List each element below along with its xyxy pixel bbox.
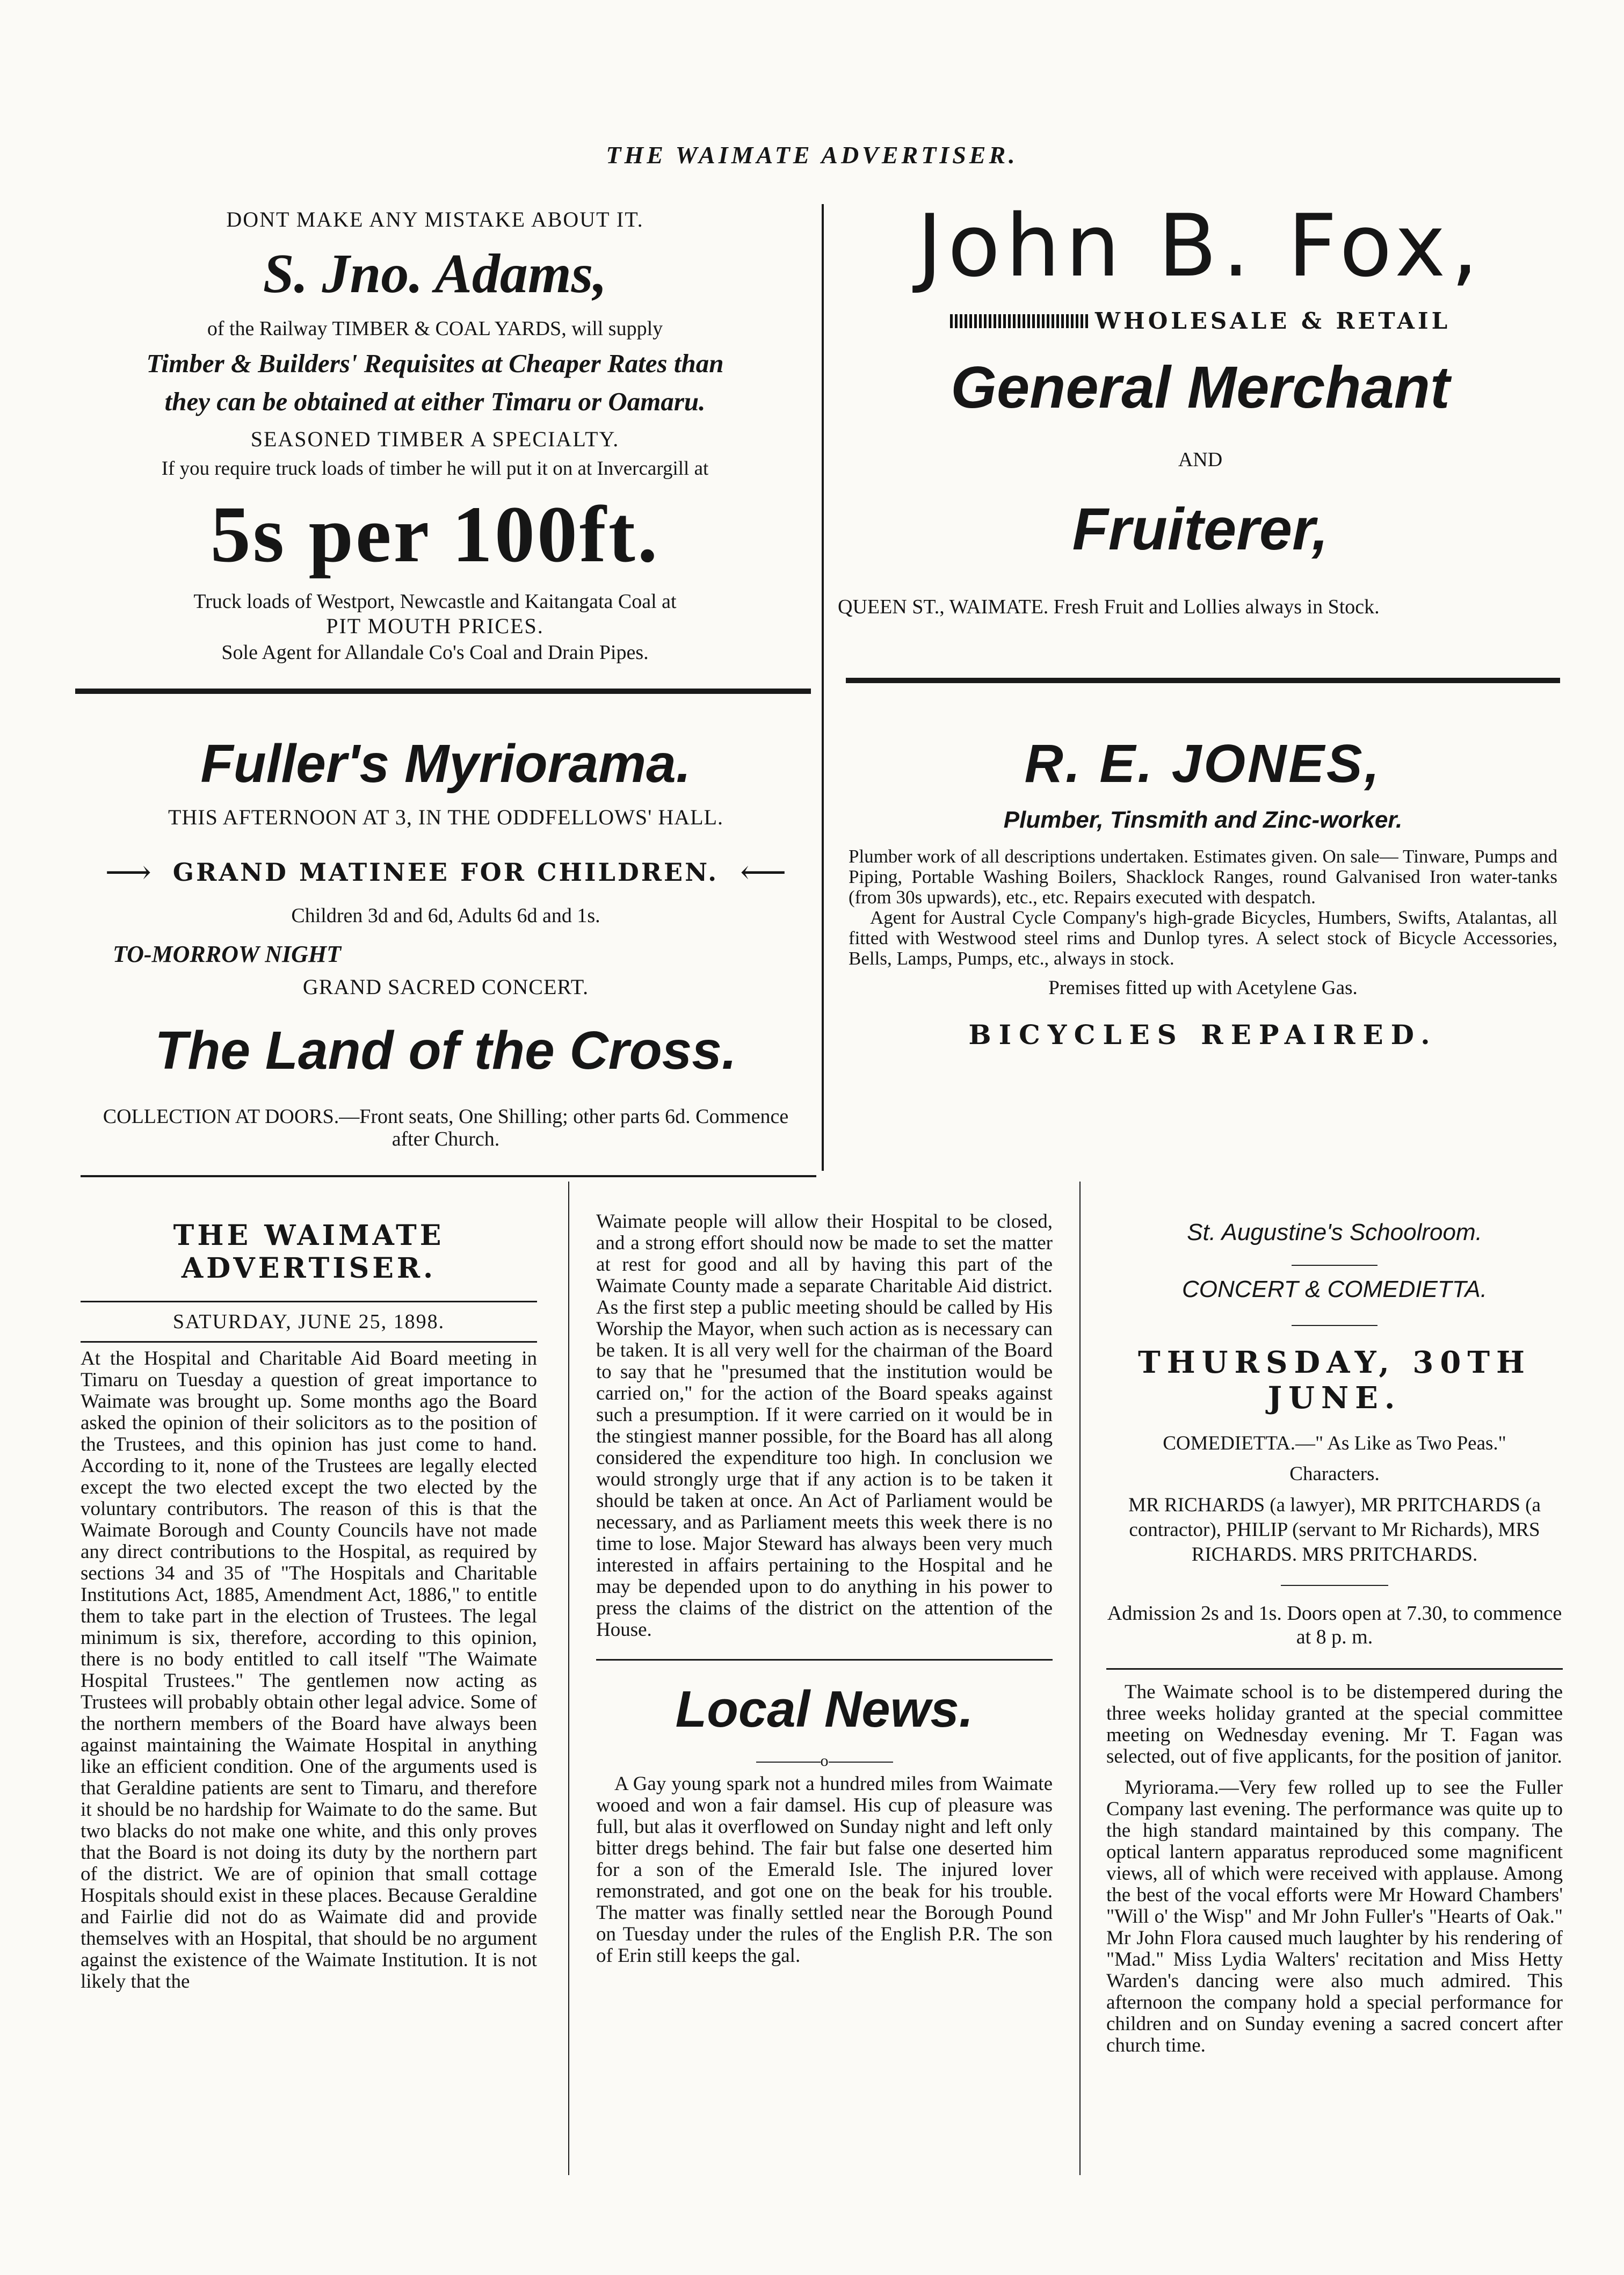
concert-admission: Admission 2s and 1s. Doors open at 7.30, to commence at 8 p. m.: [1107, 1602, 1562, 1648]
myriorama-when: THIS AFTERNOON AT 3, IN THE ODDFELLOWS' HALL.: [168, 805, 724, 829]
concert-cast: MR RICHARDS (a lawyer), MR PRITCHARDS (a contractor), PHILIP (servant to Mr Richards), MRS RICHARDS. MRS PRITCHARDS.: [1128, 1494, 1541, 1566]
jones-repairs: BICYCLES REPAIRED.: [968, 1019, 1438, 1050]
adams-rule: [75, 689, 811, 694]
adams-intro: of the Railway TIMBER & COAL YARDS, will supply: [207, 317, 663, 340]
concert-event: CONCERT & COMEDIETTA.: [1182, 1276, 1487, 1302]
concert-cast-rule: [1106, 1579, 1563, 1589]
adams-coal-2: PIT MOUTH PRICES.: [326, 614, 544, 638]
adams-slogan-2: they can be obtained at either Timaru or Oamaru.: [164, 387, 706, 416]
jones-trade: Plumber, Tinsmith and Zinc-worker.: [1003, 807, 1403, 833]
adams-slogan-1: Timber & Builders' Requisites at Cheaper Rates than: [146, 349, 724, 378]
fox-role: General Merchant: [951, 354, 1450, 421]
fox-bar-ornament: [950, 314, 1090, 328]
fox-trade: WHOLESALE & RETAIL: [1094, 308, 1451, 334]
fox-rule: [846, 678, 1560, 683]
editorial-date: SATURDAY, JUNE 25, 1898.: [172, 1310, 445, 1333]
editorial-header: THE WAIMATE ADVERTISER.: [173, 1219, 445, 1285]
adams-agent: Sole Agent for Allandale Co's Coal and Drain Pipes.: [221, 641, 649, 664]
adams-tagline: DONT MAKE ANY MISTAKE ABOUT IT.: [226, 207, 644, 231]
editorial-date-rule: [81, 1341, 537, 1343]
news-column-3: [1106, 1219, 1563, 2056]
myriorama-prices: Children 3d and 6d, Adults 6d and 1s.: [291, 904, 600, 927]
myriorama-concert: GRAND SACRED CONCERT.: [302, 975, 589, 999]
local-news-top-rule: [596, 1659, 1053, 1661]
ad-divider-vertical: [822, 204, 824, 1171]
school-news-item: The Waimate school is to be distempered during the three weeks holiday granted at the special committee meeting on Wednesday evening. Mr T. Fagan was selected, out of five applicants, for the position of janitor.: [1106, 1681, 1563, 1767]
news-column-1: [81, 1219, 537, 1993]
concert-date: THURSDAY, 30TH JUNE.: [1138, 1345, 1531, 1416]
editorial-text-col2: Waimate people will allow their Hospital to be closed, and a strong effort should now be made to set the matter at rest for good and all by having this part of the Waimate County made a separate Charitable Aid district. As the first step a public meeting should be called by His Worship the Mayor, when such action as is necessary can be taken. It is all very well for the chairman of the Board to say that he "presumed that the institution would be carried on," for the action of the Board speaks against such a presumption. If it were carried on it would be in the stingiest manner possible, for the Board has all along considered the expenditure too high. In conclusion we would strongly urge that if any action is to be taken it should be taken at once. An Act of Parliament would be necessary, and as Parliament meets this week there is no time to lose. Major Steward has always been very much interested in affairs pertaining to the Hospital and he may be depended upon to do anything in his power to press the claims of the district on the attention of the House.: [596, 1211, 1053, 1641]
masthead: THE WAIMATE ADVERTISER.: [606, 141, 1018, 169]
right-arrow-ornament: ⟵: [740, 854, 787, 890]
adams-price: 5s per 100ft.: [210, 490, 660, 579]
myriorama-show: The Land of the Cross.: [155, 1020, 737, 1081]
jones-ad: [849, 733, 1557, 1050]
adams-offer: If you require truck loads of timber he will put it on at Invercargill at: [161, 458, 709, 480]
column-divider-1: [568, 1182, 569, 2175]
editorial-text-col1: At the Hospital and Charitable Aid Board meeting in Timaru on Tuesday a question of great importance to Waimate was brought up. Some months ago the Board asked the opinion of their solicitors as to the position of the Trustees, and this opinion has just come to hand. According to it, none of the Trustees are legally elected except the two elected except the two elected by the voluntary contributors. The reason of this is that the Waimate Borough and County Councils have not made any direct contributions to the Hospital, as required by sections 34 and 35 of "The Hospitals and Charitable Institutions Act, 1885, Amendment Act, 1886," to entitle them to take part in the election of Trustees. The legal minimum is six, therefore, according to this opinion, there is no body entitled to call itself "The Waimate Hospital Trustees." The gentlemen now acting as Trustees will probably obtain other legal advice. Some of the northern members of the Board have always been against maintaining the Waimate Hospital in anything like an efficient condition. One of the arguments used is that Geraldine patients are sent to Timaru, and therefore it should be no hardship for Waimate to do the same. But two blacks do not make one white, and this only proves that the Board is not doing its duty by the northern part of the district. We are of opinion that small cottage Hospitals should exist in these places. Because Geraldine and Fairlie did not do as Waimate did and provide themselves with an Hospital, that should be no argument against the existence of the Waimate Institution. It is not likely that the: [81, 1347, 537, 1993]
fox-name: John B. Fox,: [917, 195, 1484, 296]
left-arrow-ornament: ⟶: [105, 854, 151, 890]
myriorama-collection: COLLECTION AT DOORS.—Front seats, One Shilling; other parts 6d. Commence after Church.: [103, 1105, 789, 1150]
concert-venue: St. Augustine's Schoolroom.: [1187, 1219, 1482, 1245]
ads-bottom-rule: [81, 1175, 816, 1177]
adams-ad: [59, 207, 811, 664]
myriorama-review-item: Myriorama.—Very few rolled up to see the Fuller Company last evening. The performance was quite up to the high standard maintained by this company. The optical lantern apparatus reproduced some magnificent views, all of which were received with applause. Among the best of the vocal efforts were Mr Howard Chambers' "Will o' the Wisp" and Mr John Fuller's "Hearts of Oak." Mr John Flora caused much laughter by his rendering of "Mad." Miss Lydia Walters' recitation and Miss Hetty Warden's dancing were also much admired. This afternoon the company hold a special performance for children and on Sunday evening a sacred concert after church time.: [1106, 1777, 1563, 2056]
concert-comedietta: COMEDIETTA.—" As Like as Two Peas.": [1163, 1432, 1506, 1454]
editorial-header-rule: [81, 1301, 537, 1302]
concert-bottom-rule: [1106, 1668, 1563, 1670]
jones-gas: Premises fitted up with Acetylene Gas.: [1048, 977, 1358, 999]
fox-address: QUEEN ST., WAIMATE. Fresh Fruit and Lollies always in Stock.: [838, 596, 1380, 618]
local-news-title: Local News.: [675, 1680, 974, 1738]
adams-coal-1: Truck loads of Westport, Newcastle and Kaitangata Coal at: [193, 590, 677, 613]
myriorama-tomorrow: TO-MORROW NIGHT: [113, 941, 341, 967]
column-divider-2: [1079, 1182, 1081, 2175]
jones-body-1: Plumber work of all descriptions undertaken. Estimates given. On sale— Tinware, Pumps and Piping, Portable Washing Boilers, Shacklock Ranges, round Galvanised Iron water-tanks (from 30s upwards), etc., etc. Repairs executed with despatch.: [849, 846, 1557, 908]
fox-and: AND: [1178, 448, 1223, 471]
adams-specialty: SEASONED TIMBER A SPECIALTY.: [250, 427, 620, 451]
adams-name: S. Jno. Adams,: [263, 243, 607, 305]
fox-ad: [838, 195, 1563, 619]
local-news-item-1: A Gay young spark not a hundred miles from Waimate wooed and won a fair damsel. His cup of pleasure was full, but alas it overflowed on Sunday night and left only bitter dregs behind. The fair but false one deserted him for a son of the Emerald Isle. The injured lover remonstrated, and got one on the beak for his trouble. The matter was finally settled near the Borough Pound on Tuesday under the rules of the English P.R. The son of Erin still keeps the gal.: [596, 1773, 1053, 1967]
jones-body-2: Agent for Austral Cycle Company's high-grade Bicycles, Humbers, Swifts, Atalantas, all fitted with Westwood steel rims and Dunlop tyres. A select stock of Bicycle Accessories, Bells, Lamps, Pumps, etc., always in stock.: [849, 907, 1557, 969]
fox-role-2: Fruiterer,: [1072, 496, 1329, 562]
news-column-2: [596, 1211, 1053, 1967]
concert-characters: Characters.: [1289, 1463, 1380, 1485]
local-news-divider: [596, 1752, 1053, 1770]
myriorama-matinee: GRAND MATINEE FOR CHILDREN.: [172, 858, 719, 887]
concert-event-rule: [1106, 1319, 1563, 1329]
concert-venue-rule: [1106, 1259, 1563, 1269]
local-news-divider-mark: o: [820, 1752, 829, 1770]
myriorama-ad: [81, 733, 811, 1150]
jones-name: R. E. JONES,: [1024, 734, 1382, 794]
myriorama-title: Fuller's Myriorama.: [200, 734, 691, 794]
